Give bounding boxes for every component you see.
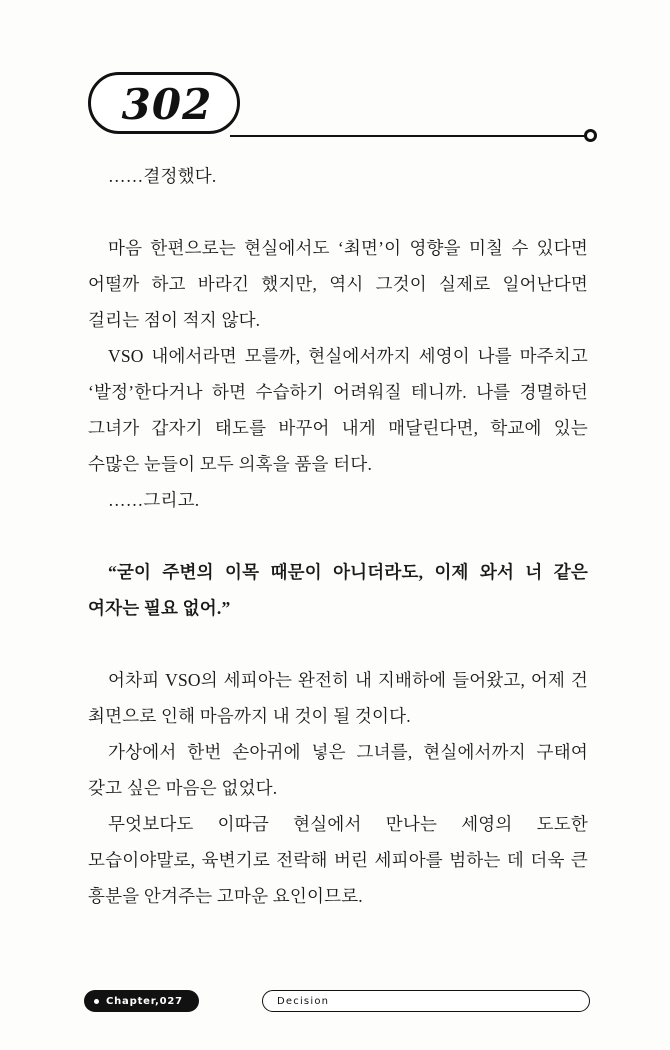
page-footer <box>0 990 670 1016</box>
paragraph: 가상에서 한번 손아귀에 넣은 그녀를, 현실에서까지 구태여 갖고 싶은 마음은 없었다. <box>88 742 588 798</box>
section-label: Decision <box>277 995 330 1007</box>
dialogue-quote: “굳이 주변의 이목 때문이 아니더라도, 이제 와서 너 같은 여자는 필요 없어.” <box>88 562 588 618</box>
header-rule-line <box>230 135 590 137</box>
chapter-badge <box>84 990 199 1012</box>
paragraph: 어차피 VSO의 세피아는 완전히 내 지배하에 들어왔고, 어제 건 최면으로 인해 마음까지 내 것이 될 것이다. <box>88 670 588 726</box>
page-header <box>0 72 670 152</box>
page-number: 302 <box>121 80 213 129</box>
paragraph: 무엇보다도 이따금 현실에서 만나는 세영의 도도한 모습이야말로, 육변기로 전락해 버린 세피아를 범하는 데 더욱 큰 흥분을 안겨주는 고마운 요인이므로. <box>88 814 588 906</box>
page-body-text <box>88 158 588 914</box>
page-number-bubble <box>88 72 240 134</box>
bullet-dot-icon <box>94 999 99 1004</box>
paragraph: ……결정했다. <box>108 166 217 186</box>
paragraph: 마음 한편으로는 현실에서도 ‘최면’이 영향을 미칠 수 있다면 어떨까 하고 바라긴 했지만, 역시 그것이 실제로 일어난다면 걸리는 점이 적지 않다. <box>88 238 588 330</box>
paragraph: VSO 내에서라면 모를까, 현실에서까지 세영이 나를 마주치고 ‘발정’한다거나 하면 수습하기 어려워질 테니까. 나를 경멸하던 그녀가 갑자기 태도를 바꾸어 내게 매달린다면, 학교에 있는 수많은 눈들이 모두 의혹을 품을 터다. <box>88 346 588 474</box>
chapter-label: Chapter,027 <box>106 995 183 1007</box>
paragraph: ……그리고. <box>108 490 200 510</box>
header-end-dot-icon <box>584 129 597 142</box>
section-title-badge <box>262 990 590 1012</box>
